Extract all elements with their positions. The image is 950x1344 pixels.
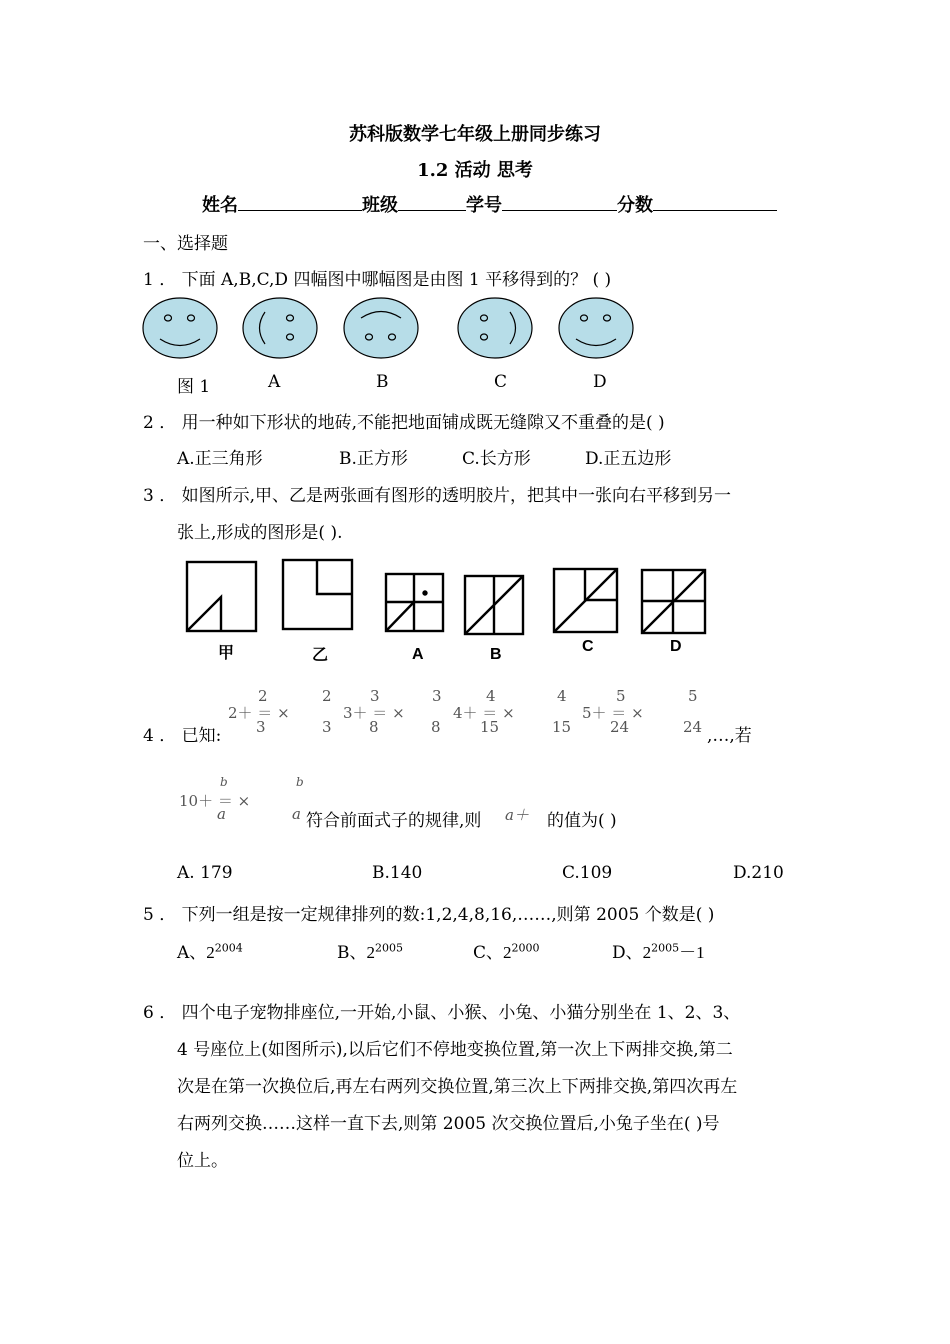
q3-label-c: C	[582, 638, 594, 655]
q4-option-c[interactable]: C.109	[562, 863, 613, 883]
q1-label-d: D	[593, 372, 607, 392]
q4-den-2b: 8	[431, 718, 441, 736]
q2-option-b[interactable]: B.正方形	[339, 449, 408, 469]
q4-num-3b: 4	[557, 687, 567, 705]
question-5: 5 ． 下列一组是按一定规律排列的数:1,2,4,8,16,……,则第 2005 个数是( )	[143, 905, 715, 925]
q5-option-d-base: 2	[642, 943, 652, 962]
q5-option-b-base: 2	[366, 943, 375, 962]
q4-num-1a: 2	[258, 687, 268, 705]
question-6-line4: 右两列交换……这样一直下去,则第 2005 次交换位置后,小兔子坐在( )号	[177, 1114, 720, 1134]
q4-den-1a: 3	[256, 718, 266, 736]
question-2: 2 ． 用一种如下形状的地砖,不能把地面铺成既无缝隙又不重叠的是( )	[143, 413, 665, 433]
face-figure1	[143, 298, 217, 358]
face-d	[559, 298, 633, 358]
q5-option-d[interactable]	[612, 938, 705, 963]
q5-option-c[interactable]	[473, 938, 540, 963]
section-heading: 一、选择题	[143, 234, 228, 254]
q4-num-3a: 4	[486, 687, 496, 705]
q1-label-c: C	[494, 372, 508, 392]
q3-squares-figure	[175, 556, 720, 642]
q2-option-c[interactable]: C.长方形	[462, 449, 531, 469]
q4-line2-expr2: a＋	[505, 806, 529, 824]
q3-label-jia: 甲	[218, 645, 235, 662]
q4-expr-3: 4＋ ＝ ×	[453, 704, 515, 722]
class-label: 班级	[362, 195, 398, 216]
q2-option-a[interactable]: A.正三角形	[177, 449, 263, 469]
q5-option-c-base: 2	[503, 943, 512, 962]
q5-option-b-exp: 2005	[375, 941, 403, 955]
page-title: 苏科版数学七年级上册同步练习	[349, 124, 601, 145]
question-6-line1: 6 ． 四个电子宠物排座位,一开始,小鼠、小猴、小兔、小猫分别坐在 1、2、3、	[143, 1003, 741, 1023]
question-1: 1 ． 下面 A,B,C,D 四幅图中哪幅图是由图 1 平移得到的？ ( )	[143, 270, 612, 290]
q5-option-d-tail: －1	[679, 943, 705, 962]
q3-label-yi: 乙	[312, 647, 329, 664]
id-blank[interactable]	[502, 192, 617, 211]
id-label: 学号	[466, 195, 502, 216]
q1-label-a: A	[268, 372, 281, 392]
question-3-line2: 张上,形成的图形是( ).	[177, 523, 343, 543]
q4-den-3a: 15	[480, 718, 500, 736]
name-blank[interactable]	[238, 192, 362, 211]
q4-option-b[interactable]: B.140	[372, 863, 423, 883]
q1-label-fig1: 图 1	[177, 377, 211, 397]
face-a	[243, 298, 317, 358]
q5-option-d-prefix: D、	[612, 943, 643, 963]
q5-option-a-base: 2	[206, 943, 215, 962]
question-6-line3: 次是在第一次换位后,再左右两列交换位置,第三次上下两排交换,第四次再左	[177, 1077, 738, 1097]
q4-line2-text: 符合前面式子的规律,则	[306, 811, 482, 831]
q4-expr-2: 3＋ ＝ ×	[343, 704, 405, 722]
score-blank[interactable]	[653, 192, 777, 211]
q4-num-4a: 5	[616, 687, 626, 705]
q4-option-d[interactable]: D.210	[733, 863, 784, 883]
q5-option-a-prefix: A、	[177, 943, 207, 963]
q2-option-d[interactable]: D.正五边形	[585, 449, 672, 469]
q4-line2-b2: b	[296, 775, 304, 789]
question-6-line2: 4 号座位上(如图所示),以后它们不停地变换位置,第一次上下两排交换,第二	[177, 1040, 733, 1060]
question-3-line1: 3 ． 如图所示,甲、乙是两张画有图形的透明胶片，把其中一张向右平移到另一	[143, 486, 732, 506]
q5-option-c-prefix: C、	[473, 943, 504, 963]
q4-num-1b: 2	[322, 687, 332, 705]
score-label: 分数	[617, 195, 653, 216]
q4-line2-expr: 10＋ ＝ ×	[179, 792, 251, 810]
q4-line2-a2: a	[292, 805, 301, 823]
question-6-line5: 位上。	[177, 1151, 228, 1171]
q5-option-c-exp: 2000	[511, 941, 540, 955]
q5-option-b[interactable]	[337, 938, 403, 963]
q3-label-a: A	[412, 646, 424, 663]
q4-den-1b: 3	[322, 718, 332, 736]
page-subtitle: 1.2 活动 思考	[417, 160, 533, 181]
square-b	[465, 576, 523, 634]
q4-line2-tail: 的值为( )	[547, 811, 617, 831]
q4-num-2b: 3	[432, 687, 442, 705]
q4-num-2a: 3	[370, 687, 380, 705]
info-fields	[202, 191, 777, 217]
q4-line2-a1: a	[217, 805, 226, 823]
square-d	[642, 570, 705, 633]
q5-option-a-exp: 2004	[214, 941, 243, 955]
face-b	[344, 298, 418, 358]
q5-option-a[interactable]	[177, 938, 243, 963]
q5-option-d-exp: 2005	[651, 941, 680, 955]
q4-den-3b: 15	[552, 718, 572, 736]
q4-den-2a: 8	[369, 718, 379, 736]
square-a	[386, 574, 443, 631]
square-jia	[187, 562, 256, 631]
q1-label-b: B	[376, 372, 389, 392]
question-4-prefix: 4 ． 已知:	[143, 726, 222, 746]
q4-line2-b1: b	[220, 775, 228, 789]
square-yi	[283, 560, 352, 629]
square-c	[554, 569, 617, 632]
q5-option-b-prefix: B、	[337, 943, 367, 963]
q3-label-b: B	[490, 646, 502, 663]
q4-option-a[interactable]: A. 179	[177, 863, 233, 883]
q4-suffix: ,…,若	[707, 726, 752, 746]
face-c	[458, 298, 532, 358]
q4-den-4a: 24	[610, 718, 630, 736]
class-blank[interactable]	[398, 192, 466, 211]
q4-den-4b: 24	[683, 718, 703, 736]
q4-expr-1: 2＋ ＝ ×	[228, 704, 290, 722]
q3-label-d: D	[670, 638, 682, 655]
q4-num-4b: 5	[688, 687, 698, 705]
q4-expr-4: 5＋ ＝ ×	[582, 704, 644, 722]
name-label: 姓名	[202, 195, 238, 216]
q1-faces-figure	[138, 296, 638, 362]
